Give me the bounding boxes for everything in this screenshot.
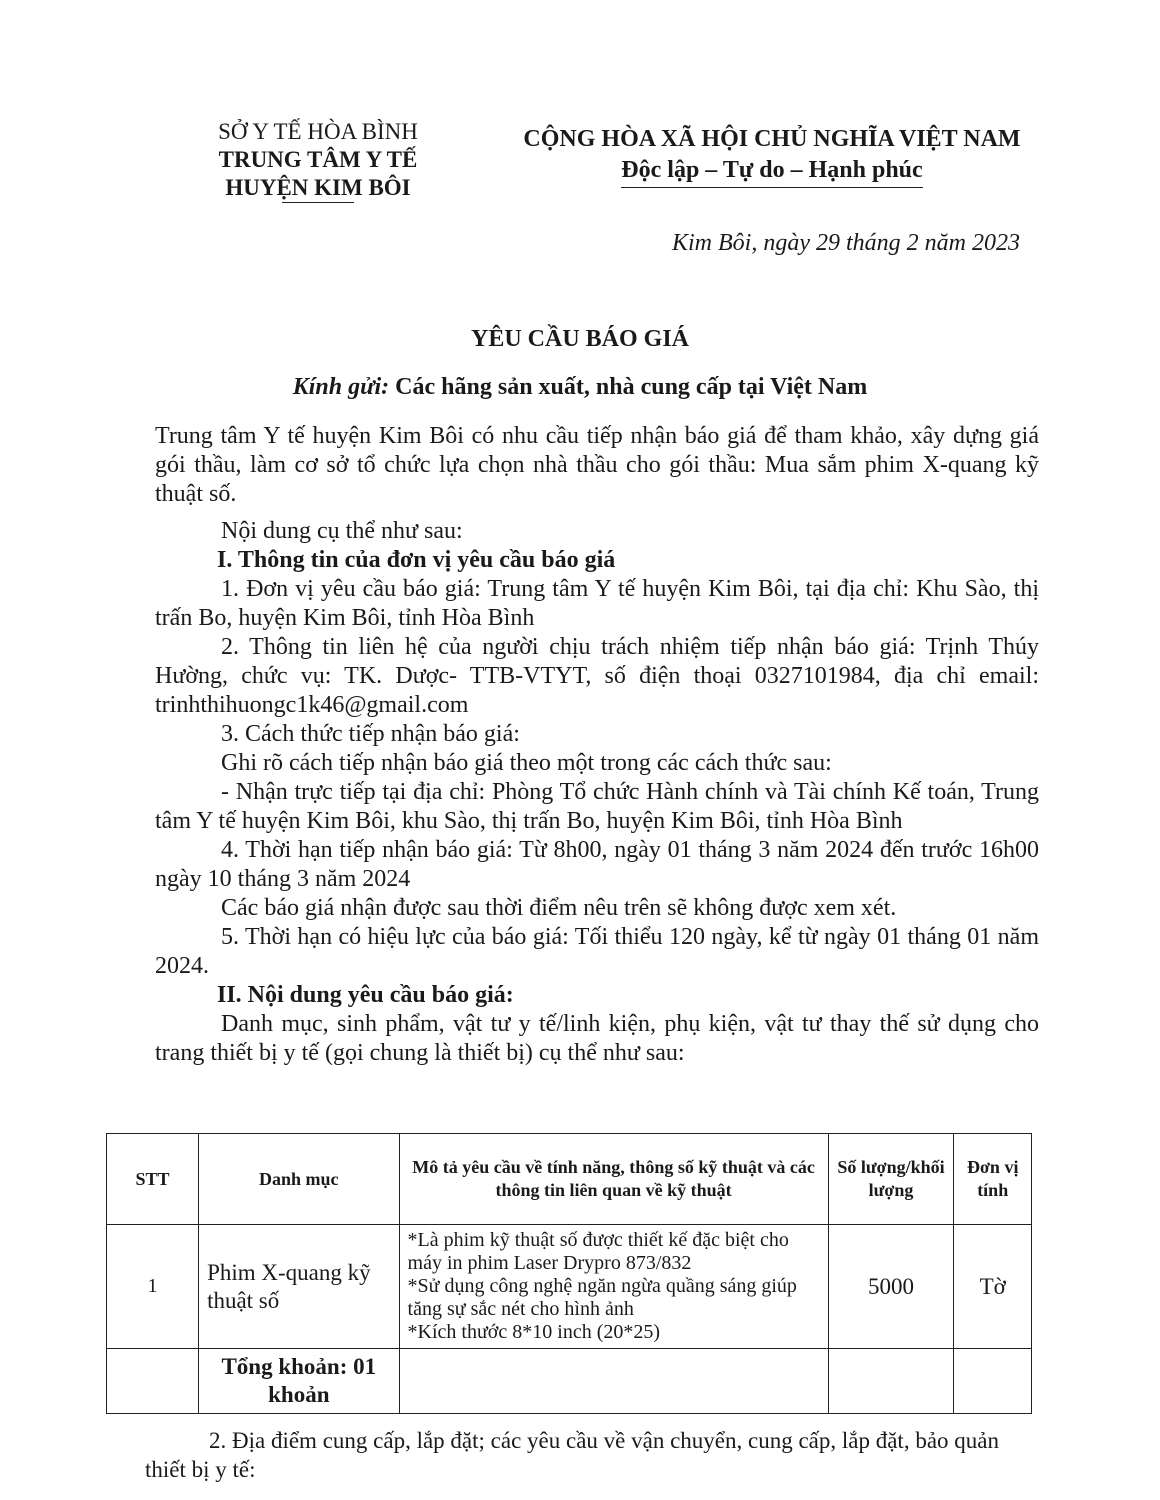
org-center: TRUNG TÂM Y TẾ <box>218 147 418 172</box>
greeting <box>0 374 1160 401</box>
org-district: HUYỆN KIM BÔI <box>225 175 411 200</box>
header-unit: Đơn vị tính <box>954 1134 1032 1225</box>
total-empty-desc <box>399 1349 828 1414</box>
table-header-row <box>107 1134 1032 1225</box>
section1-item3: 3. Cách thức tiếp nhận báo giá: <box>221 721 520 747</box>
issuing-organization <box>178 118 458 203</box>
national-header <box>492 124 1052 188</box>
section2-item2: 2. Địa điểm cung cấp, lắp đặt; các yêu cầu về vận chuyển, cung cấp, lắp đặt, bảo quản thiết bị y tế: <box>145 1428 999 1482</box>
header-quantity: Số lượng/khối lượng <box>828 1134 954 1225</box>
cell-name: Phim X-quang kỹ thuật số <box>199 1225 399 1349</box>
cell-quantity: 5000 <box>828 1225 954 1349</box>
section1-item1: 1. Đơn vị yêu cầu báo giá: Trung tâm Y tế huyện Kim Bôi, tại địa chỉ: Khu Sào, thị trấn Bo, huyện Kim Bôi, tỉnh Hòa Bình <box>155 576 1039 631</box>
after-table-text <box>145 1426 1035 1484</box>
desc-line-3: *Kích thước 8*10 inch (20*25) <box>407 1321 661 1343</box>
section1-item2: 2. Thông tin liên hệ của người chịu trách nhiệm tiếp nhận báo giá: Trịnh Thúy Hường, chức vụ: TK. Dược- TTB-VTYT, số điện thoại 0327101984, địa chỉ email: trinhthihuongc1k46@gmail.com <box>155 634 1039 718</box>
header-name: Danh mục <box>199 1134 399 1225</box>
section1-item4-note: Các báo giá nhận được sau thời điểm nêu trên sẽ không được xem xét. <box>221 895 897 921</box>
section1-heading: I. Thông tin của đơn vị yêu cầu báo giá <box>217 547 616 573</box>
header-stt: STT <box>107 1134 199 1225</box>
cell-stt: 1 <box>107 1225 199 1349</box>
section1-item3-method: - Nhận trực tiếp tại địa chỉ: Phòng Tổ chức Hành chính và Tài chính Kế toán, Trung tâm Y tế huyện Kim Bôi, khu Sào, thị trấn Bo, huyện Kim Bôi, tỉnh Hòa Bình <box>155 779 1039 834</box>
section1-item5: 5. Thời hạn có hiệu lực của báo giá: Tối thiểu 120 ngày, kể từ ngày 01 tháng 01 năm 2024. <box>155 924 1039 979</box>
section2-heading: II. Nội dung yêu cầu báo giá: <box>217 982 514 1008</box>
greeting-label: Kính gửi: <box>292 374 390 400</box>
header-description: Mô tả yêu cầu về tính năng, thông số kỹ thuật và các thông tin liên quan về kỹ thuật <box>399 1134 828 1225</box>
cell-description <box>399 1225 828 1349</box>
total-empty-unit <box>954 1349 1032 1414</box>
total-empty-stt <box>107 1349 199 1414</box>
document-body <box>155 422 1039 1068</box>
place-date-line: Kim Bôi, ngày 29 tháng 2 năm 2023 <box>672 230 1020 256</box>
section1-item4: 4. Thời hạn tiếp nhận báo giá: Từ 8h00, ngày 01 tháng 3 năm 2024 đến trước 16h00 ngày 10 tháng 3 năm 2024 <box>155 837 1039 892</box>
total-empty-qty <box>828 1349 954 1414</box>
table-total-row <box>107 1349 1032 1414</box>
org-department: SỞ Y TẾ HÒA BÌNH <box>218 119 418 144</box>
greeting-recipients: Các hãng sản xuất, nhà cung cấp tại Việt Nam <box>389 374 868 400</box>
section2-lead: Danh mục, sinh phẩm, vật tư y tế/linh kiện, phụ kiện, vật tư thay thế sử dụng cho trang thiết bị y tế (gọi chung là thiết bị) cụ thể như sau: <box>155 1011 1039 1066</box>
national-title: CỘNG HÒA XÃ HỘI CHỦ NGHĨA VIỆT NAM <box>523 126 1021 152</box>
intro-paragraph: Trung tâm Y tế huyện Kim Bôi có nhu cầu tiếp nhận báo giá để tham khảo, xây dựng giá gói thầu, làm cơ sở tổ chức lựa chọn nhà thầu cho gói thầu: Mua sắm phim X-quang kỹ thuật số. <box>155 423 1039 507</box>
desc-line-2: *Sử dụng công nghệ ngăn ngừa quầng sáng giúp tăng sự sắc nét cho hình ảnh <box>407 1275 797 1320</box>
table-row <box>107 1225 1032 1349</box>
org-underline <box>282 202 354 203</box>
content-lead: Nội dung cụ thể như sau: <box>221 518 463 544</box>
desc-line-1: *Là phim kỹ thuật số được thiết kế đặc biệt cho máy in phim Laser Drypro 873/832 <box>407 1229 789 1274</box>
cell-unit: Tờ <box>954 1225 1032 1349</box>
total-label: Tổng khoản: 01 khoản <box>199 1349 399 1414</box>
document-title: YÊU CẦU BÁO GIÁ <box>470 326 689 352</box>
section1-item3-note: Ghi rõ cách tiếp nhận báo giá theo một trong các cách thức sau: <box>221 750 832 776</box>
items-table <box>106 1133 1032 1414</box>
national-motto: Độc lập – Tự do – Hạnh phúc <box>621 155 922 188</box>
